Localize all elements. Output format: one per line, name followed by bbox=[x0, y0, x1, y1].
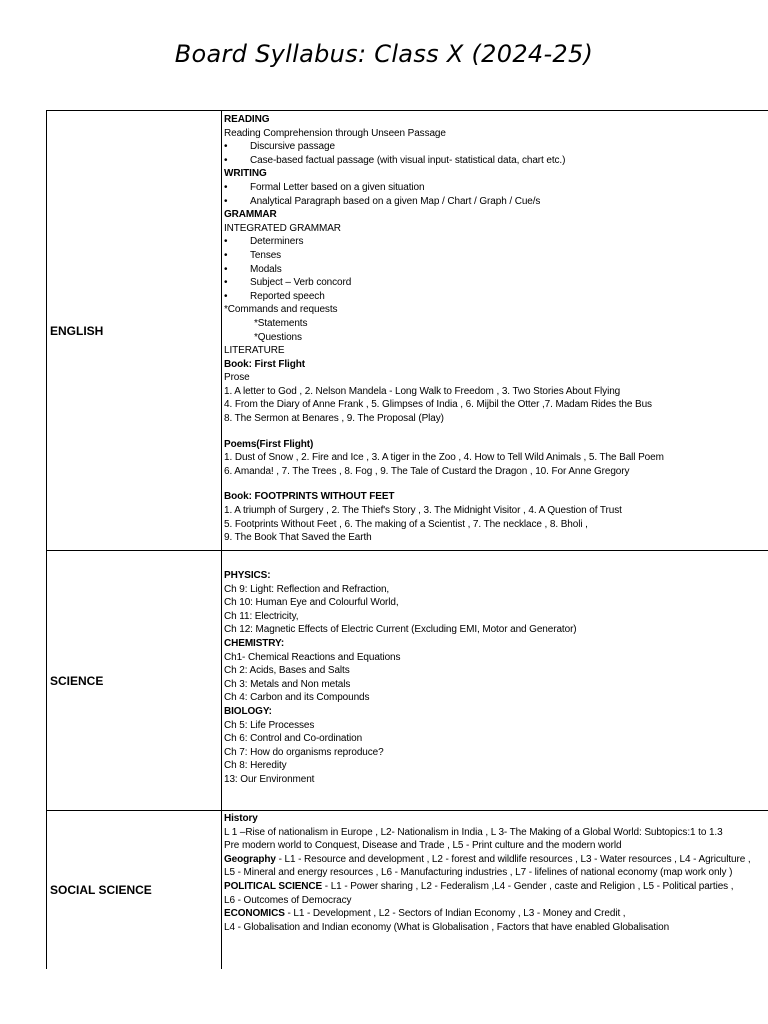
list-item: 6. Amanda! , 7. The Trees , 8. Fog , 9. The Tale of Custard the Dragon , 10. For Anne Gregory bbox=[224, 465, 630, 477]
list-item: 1. A triumph of Surgery , 2. The Thief's Story , 3. The Midnight Visitor , 4. A Question of Trust bbox=[224, 505, 622, 517]
list-item: Ch 2: Acids, Bases and Salts bbox=[224, 665, 350, 677]
syllabus-table bbox=[46, 110, 768, 969]
list-item: Ch 3: Metals and Non metals bbox=[224, 678, 351, 690]
list-item: • Case-based factual passage (with visual input- statistical data, chart etc.) bbox=[224, 154, 566, 166]
subject-name-science: SCIENCE bbox=[46, 551, 222, 810]
list-item: L5 - Mineral and energy resources , L6 - Manufacturing industries , L7 - lifelines of national economy (map work only ) bbox=[224, 867, 733, 879]
list-item: 1. A letter to God , 2. Nelson Mandela - Long Walk to Freedom , 3. Two Stories About Flying bbox=[224, 385, 621, 397]
list-item: Ch 5: Life Processes bbox=[224, 719, 315, 731]
commands-line: *Commands and requests bbox=[224, 304, 338, 316]
reading-heading: READING bbox=[224, 114, 270, 125]
list-item: • Modals bbox=[224, 263, 282, 275]
list-item: Ch 8: Heredity bbox=[224, 760, 287, 772]
poems-heading: Poems(First Flight) bbox=[224, 438, 314, 450]
subject-name-english: ENGLISH bbox=[46, 111, 222, 550]
list-item: Ch 4: Carbon and its Compounds bbox=[224, 692, 370, 704]
list-item: L4 - Globalisation and Indian economy (What is Globalisation , Factors that have enabled Globalisation bbox=[224, 921, 670, 933]
geography-line: Geography - L1 - Resource and development , L2 - forest and wildlife resources , L3 - Water resources , L4 - Agriculture , bbox=[224, 853, 751, 865]
list-item: • Subject – Verb concord bbox=[224, 277, 352, 289]
writing-heading: WRITING bbox=[224, 168, 267, 180]
list-item: L 1 –Rise of nationalism in Europe , L2- Nationalism in India , L 3- The Making of a Global World: Subtopics:1 to 1.3 bbox=[224, 826, 723, 838]
questions-line: *Questions bbox=[254, 331, 302, 343]
subject-name-social-science: SOCIAL SCIENCE bbox=[46, 811, 222, 969]
list-item: 9. The Book That Saved the Earth bbox=[224, 532, 372, 544]
list-item: Ch 10: Human Eye and Colourful World, bbox=[224, 597, 399, 609]
list-item: Ch 9: Light: Reflection and Refraction, bbox=[224, 583, 390, 595]
political-science-line: POLITICAL SCIENCE - L1 - Power sharing , L2 - Federalism ,L4 - Gender , caste and Religion , L5 - Political parties , bbox=[224, 880, 734, 892]
statements-line: *Statements bbox=[254, 317, 308, 329]
list-item: • Analytical Paragraph based on a given Map / Chart / Graph / Cue/s bbox=[224, 195, 541, 207]
physics-heading: PHYSICS: bbox=[224, 570, 271, 581]
list-item: 13: Our Environment bbox=[224, 773, 315, 785]
prose-label: Prose bbox=[224, 372, 250, 384]
table-row-english bbox=[46, 111, 768, 551]
list-item: Pre modern world to Conquest, Disease and Trade , L5 - Print culture and the modern world bbox=[224, 840, 622, 852]
page-title: Board Syllabus: Class X (2024-25) bbox=[174, 40, 594, 68]
list-item: L6 - Outcomes of Democracy bbox=[224, 894, 352, 906]
table-row-social-science bbox=[46, 811, 768, 969]
list-item: 4. From the Diary of Anne Frank , 5. Glimpses of India , 6. Mijbil the Otter ,7. Madam Rides the Bus bbox=[224, 399, 652, 411]
list-item: 1. Dust of Snow , 2. Fire and Ice , 3. A tiger in the Zoo , 4. How to Tell Wild Animals , 5. The Ball Poem bbox=[224, 452, 664, 464]
political-science-heading: POLITICAL SCIENCE bbox=[224, 880, 323, 892]
list-item: 8. The Sermon at Benares , 9. The Proposal (Play) bbox=[224, 413, 444, 425]
geography-heading: Geography bbox=[224, 853, 276, 865]
history-heading: History bbox=[224, 813, 258, 824]
literature-heading: LITERATURE bbox=[224, 345, 285, 357]
table-row-science bbox=[46, 551, 768, 811]
list-item: Ch 6: Control and Co-ordination bbox=[224, 733, 363, 745]
biology-heading: BIOLOGY: bbox=[224, 705, 272, 717]
science-content bbox=[222, 551, 768, 810]
list-item: • Discursive passage bbox=[224, 141, 335, 153]
list-item: • Tenses bbox=[224, 249, 282, 261]
list-item: Ch 7: How do organisms reproduce? bbox=[224, 746, 384, 758]
list-item: • Reported speech bbox=[224, 290, 325, 302]
grammar-heading: GRAMMAR bbox=[224, 209, 277, 221]
list-item: Ch1- Chemical Reactions and Equations bbox=[224, 651, 401, 663]
economics-heading: ECONOMICS bbox=[224, 908, 285, 920]
reading-subtitle: Reading Comprehension through Unseen Passage bbox=[224, 127, 446, 139]
english-content bbox=[222, 111, 768, 550]
grammar-subtitle: INTEGRATED GRAMMAR bbox=[224, 222, 341, 234]
list-item: • Formal Letter based on a given situation bbox=[224, 181, 425, 193]
list-item: 5. Footprints Without Feet , 6. The making of a Scientist , 7. The necklace , 8. Bholi , bbox=[224, 518, 588, 530]
list-item: • Determiners bbox=[224, 236, 304, 248]
book-footprints-heading: Book: FOOTPRINTS WITHOUT FEET bbox=[224, 491, 395, 503]
chemistry-heading: CHEMISTRY: bbox=[224, 637, 285, 649]
list-item: Ch 12: Magnetic Effects of Electric Current (Excluding EMI, Motor and Generator) bbox=[224, 624, 577, 636]
list-item: Ch 11: Electricity, bbox=[224, 610, 299, 622]
economics-line: ECONOMICS - L1 - Development , L2 - Sectors of Indian Economy , L3 - Money and Credit , bbox=[224, 908, 626, 920]
social-science-content bbox=[222, 811, 768, 969]
book-first-flight-heading: Book: First Flight bbox=[224, 358, 305, 370]
